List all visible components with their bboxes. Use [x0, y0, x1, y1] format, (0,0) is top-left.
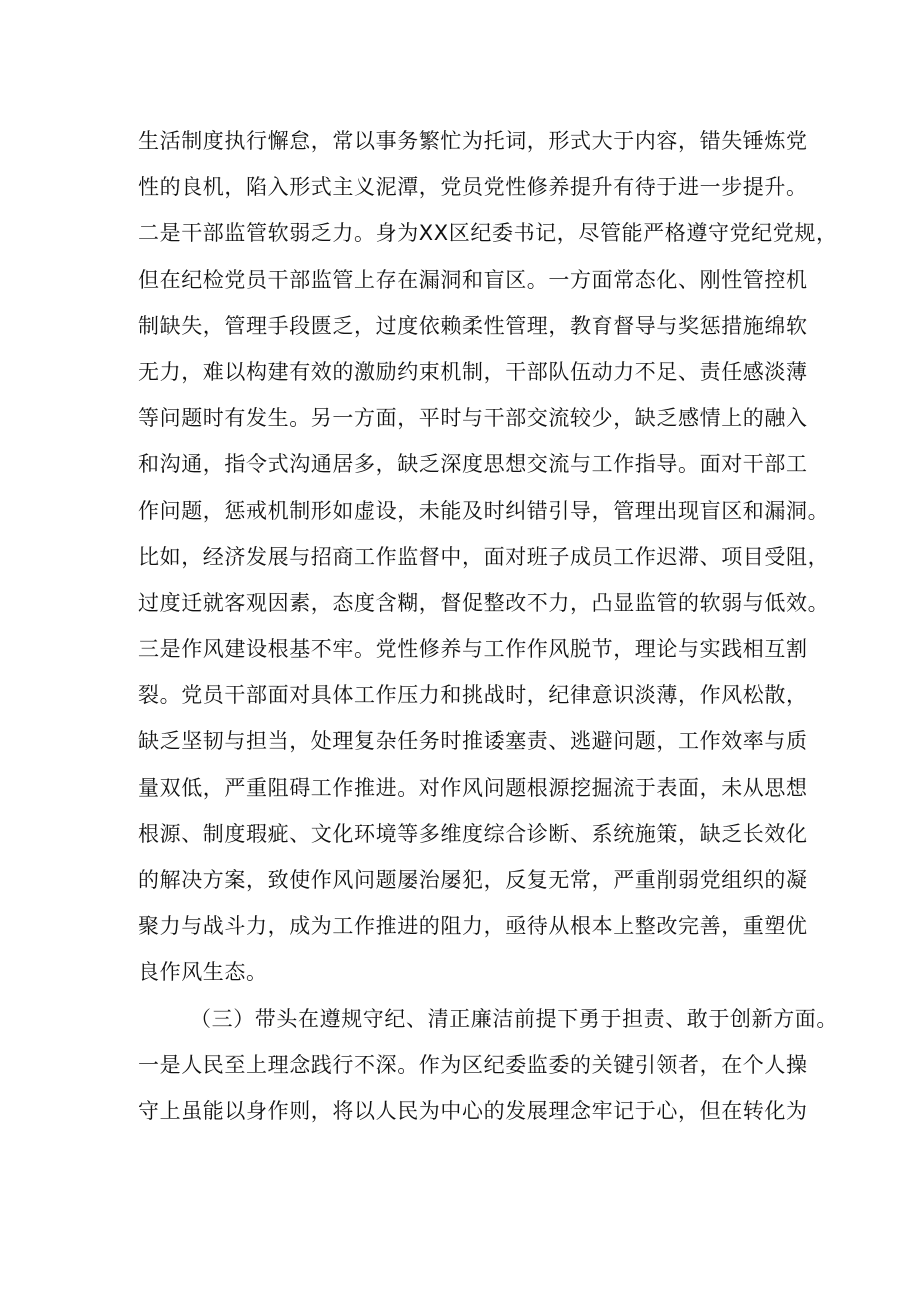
text-line: 作问题，惩戒机制形如虚设，未能及时纠错引导，管理出现盲区和漏洞。 [138, 498, 830, 523]
text-line: 根源、制度瑕疵、文化环境等多维度综合诊断、系统施策，缺乏长效化 [138, 821, 808, 846]
text-line: 二是干部监管软弱乏力。身为XX区纪委书记，尽管能严格遵守党纪党规， [138, 221, 838, 246]
body-text [138, 118, 838, 1134]
text-line: 良作风生态。 [138, 960, 268, 985]
text-line: 和沟通，指令式沟通居多，缺乏深度思想交流与工作指导。面对干部工 [138, 452, 808, 477]
text-line: 的解决方案，致使作风问题屡治屡犯，反复无常，严重削弱党组织的凝 [138, 868, 808, 892]
text-line: 等问题时有发生。另一方面，平时与干部交流较少，缺乏感情上的融入 [138, 406, 808, 431]
text-line: 守上虽能以身作则，将以人民为中心的发展理念牢记于心，但在转化为 [138, 1098, 808, 1123]
text-line: 比如，经济发展与招商工作监督中，面对班子成员工作迟滞、项目受阻， [138, 544, 830, 569]
text-line: 一是人民至上理念践行不深。作为区纪委监委的关键引领者，在个人操 [138, 1052, 808, 1077]
text-line: 裂。党员干部面对具体工作压力和挑战时，纪律意识淡薄，作风松散， [138, 683, 808, 708]
text-line: 聚力与战斗力，成为工作推进的阻力，亟待从根本上整改完善，重塑优 [138, 914, 808, 939]
text-line: 缺乏坚韧与担当，处理复杂任务时推诿塞责、逃避问题，工作效率与质 [138, 729, 808, 754]
section-heading-line: （三）带头在遵规守纪、清正廉洁前提下勇于担责、敢于创新方面。 [190, 1006, 838, 1031]
text-line: 性的良机，陷入形式主义泥潭，党员党性修养提升有待于进一步提升。 [138, 175, 808, 200]
text-line: 无力，难以构建有效的激励约束机制，干部队伍动力不足、责任感淡薄 [138, 359, 808, 384]
text-line: 量双低，严重阻碍工作推进。对作风问题根源挖掘流于表面，未从思想 [138, 775, 808, 800]
text-line: 生活制度执行懈怠，常以事务繁忙为托词，形式大于内容，错失锤炼党 [138, 129, 808, 153]
text-line: 过度迁就客观因素，态度含糊，督促整改不力，凸显监管的软弱与低效。 [138, 590, 830, 615]
text-line: 但在纪检党员干部监管上存在漏洞和盲区。一方面常态化、刚性管控机 [138, 267, 808, 292]
text-line: 三是作风建设根基不牢。党性修养与工作作风脱节，理论与实践相互割 [138, 637, 808, 662]
text-line: 制缺失，管理手段匮乏，过度依赖柔性管理，教育督导与奖惩措施绵软 [138, 313, 808, 338]
